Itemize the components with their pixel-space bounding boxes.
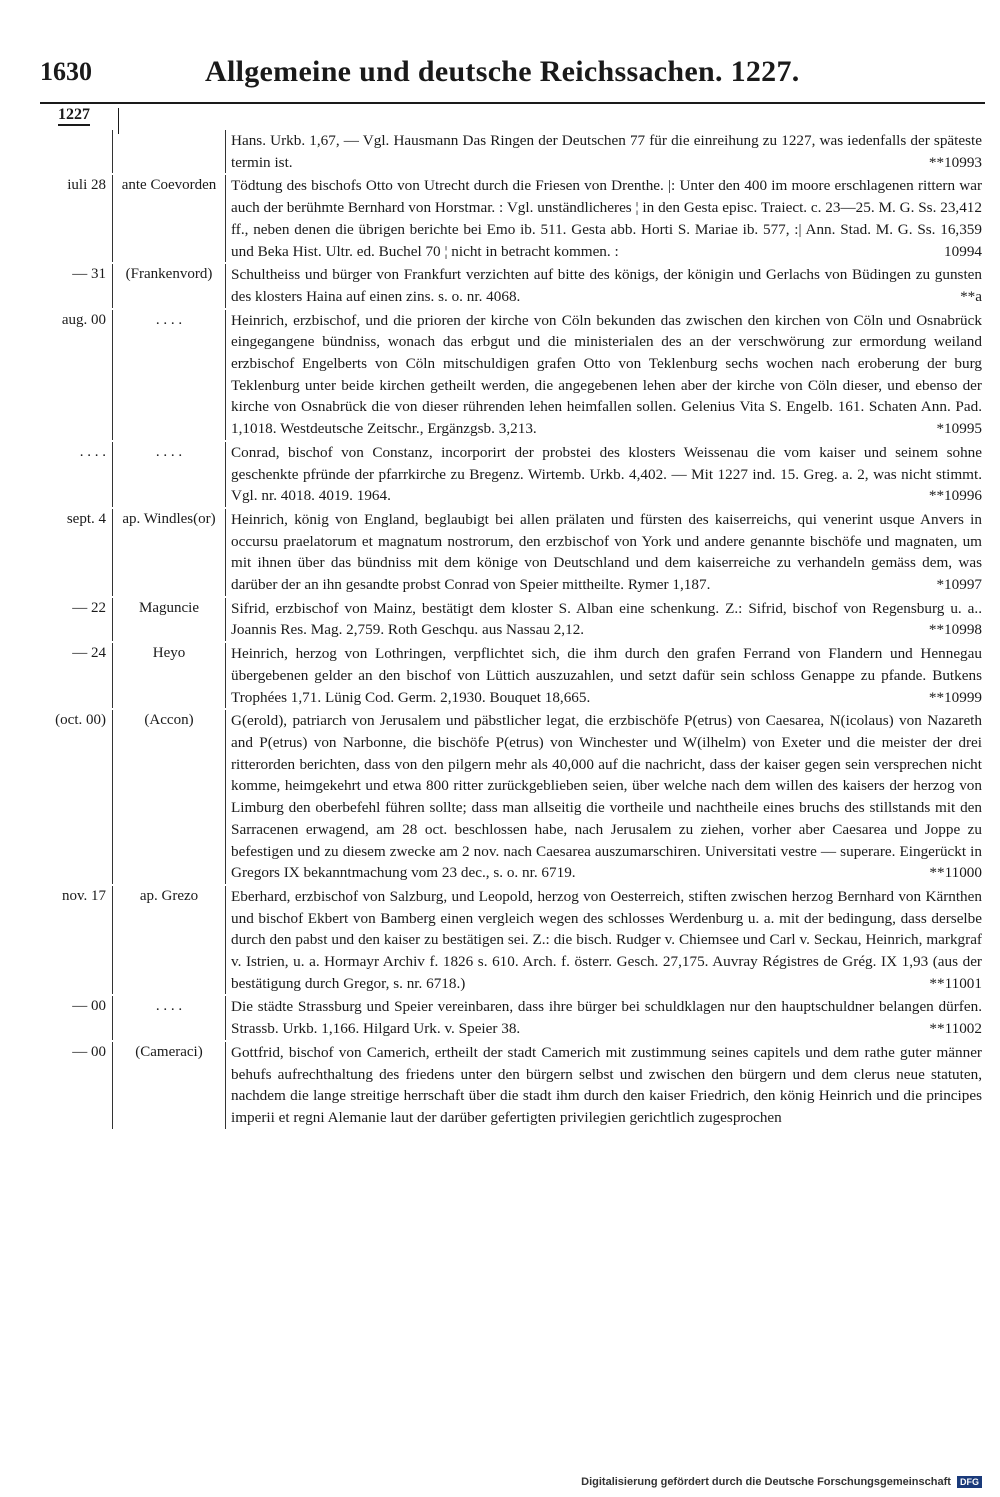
entry-text bbox=[226, 710, 982, 884]
dfg-logo: DFG bbox=[957, 1476, 982, 1488]
entry-body: Sifrid, erzbischof von Mainz, bestätigt dem kloster S. Alban eine schenkung. Z.: Sifrid, bischof von Regensburg u. a.. Joannis Res. Mag. 2,759. Roth Geschqu. aus Nassau 2,12. bbox=[231, 599, 982, 639]
entry-date: aug. 00 bbox=[61, 311, 106, 328]
entry-place: (Cameraci) bbox=[112, 1042, 226, 1129]
list-item bbox=[0, 598, 1000, 641]
list-item bbox=[0, 643, 1000, 708]
page-header bbox=[0, 55, 1000, 97]
entry-text bbox=[226, 886, 982, 995]
entry-place bbox=[112, 130, 226, 173]
entry-body: Heinrich, erzbischof, und die prioren der kirche von Cöln bekunden das zwischen den kirchen von Cöln und Osnabrück eingegangene bündniss, wonach das erbgut und die ministerialen des an der verschwörung zur ermordung weiland erzbischof Engelberts von Cöln mitschuldigen grafen Otto von Teklenburg sechs wochen nach eroberung der burg Teklenburg unter beide kirchen getheilt werden, die angegebenen lehen aber der kirche von Cöln dieser, und ebenso der kirche von Osnabrück die von dieser rührenden lehen heimfallen sollen. Gelenius Vita S. Engelb. 161. Schaten Ann. Pad. 1,1018. Westdeutsche Zeitschr., Ergänzgsb. 3,213. bbox=[231, 311, 982, 438]
list-item bbox=[0, 886, 1000, 995]
list-item bbox=[0, 996, 1000, 1039]
list-item bbox=[0, 710, 1000, 884]
entry-number: **10999 bbox=[928, 688, 982, 706]
entry-place: . . . . bbox=[112, 310, 226, 440]
entry-body: Heinrich, herzog von Lothringen, verpflichtet sich, die ihm durch den grafen Ferrand von Flandern und Hennegau übergebenen gelder an den bischof von Lüttich auszuzahlen, und setzt dafür sein schloss Genappe zu pfande. Butkens Trophées 1,71. Lünig Cod. Germ. 2,1930. Bouquet 18,665. bbox=[231, 645, 982, 706]
list-item bbox=[0, 175, 1000, 262]
entry-body: Conrad, bischof von Constanz, incorporirt der probstei des klosters Weissenau die vom kaiser und seinem sohne geschenkte pfründe der pfarrkirche zu Bregenz. Wirtemb. Urkb. 4,402. — Mit 1227 ind. 15. Greg. a. 2, was nicht stimmt. Vgl. nr. 4018. 4019. 1964. bbox=[231, 443, 982, 505]
entry-date: — 31 bbox=[72, 266, 106, 283]
entry-date: nov. 17 bbox=[61, 887, 106, 904]
entry-place: ap. Windles(or) bbox=[112, 509, 226, 596]
entry-date: (oct. 00) bbox=[55, 712, 106, 729]
list-item bbox=[0, 130, 1000, 173]
entry-number: **10993 bbox=[928, 153, 982, 171]
entry-place: (Frankenvord) bbox=[112, 264, 226, 307]
entry-text bbox=[226, 996, 982, 1039]
year-tag: 1227 bbox=[58, 106, 90, 126]
entry-text bbox=[226, 442, 982, 507]
entry-date: — 24 bbox=[72, 645, 106, 662]
entry-text bbox=[226, 1042, 982, 1129]
entry-body: Eberhard, erzbischof von Salzburg, und Leopold, herzog von Oesterreich, stiften zwischen herzog Bernhard von Kärnthen und bischof Ekbert von Bamberg einen vergleich wegen des schlosses Werdenburg u. a. mit der bedingung, dass derselbe durch den pabst und den kaiser zu bestätigen sei. Z.: die bisch. Rudger v. Chiemsee und Carl v. Seckau, Heinrich, markgraf v. Istrien, u. a. Hormayr Archiv f. 1826 s. 610. Arch. f. österr. Gesch. 27,175. Auvray Régistres de Grég. IX 1,93 (aus der bestätigung durch Gregor, s. nr. 6718.) bbox=[231, 887, 982, 992]
entry-text bbox=[226, 509, 982, 596]
entry-date: — 00 bbox=[72, 998, 106, 1015]
entry-number: **10998 bbox=[928, 621, 982, 639]
entry-number: **11002 bbox=[929, 1020, 982, 1038]
entry-text bbox=[226, 175, 982, 262]
list-item bbox=[0, 1042, 1000, 1129]
entry-body: Gottfrid, bischof von Camerich, ertheilt der stadt Camerich mit zustimmung seines capitels und dem rathe guter männer behufs aufrechthaltung des friedens unter den bürgern selbst und zwischen den bürgern und dem clerus neue statuten, nachdem die lange streitige herrschaft über die stadt ihm durch den kaiser Friedrich, den könig Heinrich und die principes imperii et regni Alemanie laut der darüber gefertigten privilegien gerichtlich zugesprochen bbox=[231, 1043, 982, 1126]
entry-place: Maguncie bbox=[112, 598, 226, 641]
entry-number: **11001 bbox=[929, 974, 982, 992]
entry-body: Tödtung des bischofs Otto von Utrecht durch die Friesen von Drenthe. |: Unter den 400 im moore erschlagenen rittern war auch der berühmte Bernhard von Horstmar. : Vgl. unständlicheres ¦ in den Gesta episc. Traiect. c. 23—25. M. G. Ss. 23,412 ff., neben denen die übrigen berichte bei Emo ib. 511. Gesta abb. Horti S. Mariae ib. 577, :| Ann. Stad. M. G. Ss. 16,359 und Beka Hist. Ultr. ed. Buchel 70 ¦ nicht in betracht kommen. : bbox=[231, 177, 982, 260]
entry-text bbox=[226, 310, 982, 440]
entry-date: iuli 28 bbox=[67, 177, 106, 194]
list-item bbox=[0, 509, 1000, 596]
entry-date: — 22 bbox=[72, 599, 106, 616]
list-item bbox=[0, 442, 1000, 507]
entry-place: . . . . bbox=[112, 996, 226, 1039]
entry-number: **a bbox=[960, 287, 982, 305]
entry-number: **10996 bbox=[928, 487, 982, 505]
entry-place: ante Coevorden bbox=[112, 175, 226, 262]
entry-place: Heyo bbox=[112, 643, 226, 708]
entry-body: Heinrich, könig von England, beglaubigt bei allen prälaten und fürsten des kaiserreichs, qui venerint usque Anvers in occursu praelatorum et magnatum nostrorum, den erzbischof von York und andere genannte bischöfe und magnaten, um mit ihnen über das bündniss mit dem könige von Deutschland und dem kaiserreiche zu verhandeln gemäss dem, was darüber der an ihn gesandte probst Conrad von Speier mittheilte. Rymer 1,187. bbox=[231, 510, 982, 594]
list-item bbox=[0, 264, 1000, 307]
page-number: 1630 bbox=[40, 57, 92, 86]
header-rule bbox=[40, 102, 985, 104]
entry-date: sept. 4 bbox=[66, 510, 106, 527]
entry-body: Schultheiss und bürger von Frankfurt verzichten auf bitte des königs, der königin und Gerlachs von Büdingen zu gunsten des klosters Haina auf einen zins. s. o. nr. 4068. bbox=[231, 266, 982, 305]
entry-number: *10995 bbox=[936, 420, 982, 438]
entry-place: . . . . bbox=[112, 442, 226, 507]
entry-date bbox=[0, 130, 112, 173]
entry-body: G(erold), patriarch von Jerusalem und päbstlicher legat, die erzbischöfe P(etrus) von Caesarea, N(icolaus) von Nazareth and P(etrus) von Narbonne, die bischöfe P(etrus) von Winchester und W(ilhelm) von Exeter und die meister der drei ritterorden berichten, dass von den pilgern mehr als 40,000 auf die nachricht, dass der kaiser gegen sein versprechen nicht komme, heimgekehrt und etwa 800 ritter zurückgeblieben seien, über welche nach dem willen des kaisers der herzog von Limburg den oberbefehl führen sollte; dass man allseitig die vortheile und nachtheile eines bruchs des stillstands mit den Sarracenen erwagend, am 28 oct. beschlossen habe, nach Jerusalem zu ziehen, vorher aber Caesarea und Joppe zu befestigen und zu diesem zwecke am 2 nov. nach Caesarea auszumarschiren. Universitati vestre — superare. Eingerückt in Gregors IX bekanntmachung vom 23 dec., s. o. nr. 6719. bbox=[231, 712, 982, 882]
entry-number: *10997 bbox=[936, 576, 982, 594]
entry-number: 10994 bbox=[944, 242, 982, 260]
entry-number: **11000 bbox=[929, 864, 982, 882]
list-item bbox=[0, 310, 1000, 440]
entry-text bbox=[226, 643, 982, 708]
entry-list bbox=[0, 130, 1000, 1131]
entry-place: (Accon) bbox=[112, 710, 226, 884]
entry-text bbox=[226, 598, 982, 641]
entry-text bbox=[226, 264, 982, 307]
footer-credit-text: Digitalisierung gefördert durch die Deutsche Forschungsgemeinschaft bbox=[581, 1476, 951, 1488]
entry-text bbox=[226, 130, 982, 173]
entry-body: Hans. Urkb. 1,67, — Vgl. Hausmann Das Ringen der Deutschen 77 für die einreihung zu 1227, was iedenfalls der späteste termin ist. bbox=[231, 132, 982, 171]
entry-place: ap. Grezo bbox=[112, 886, 226, 995]
entry-date: . . . . bbox=[79, 443, 106, 460]
footer-credit bbox=[581, 1476, 982, 1488]
entry-date: — 00 bbox=[72, 1043, 106, 1060]
entry-body: Die städte Strassburg und Speier vereinbaren, dass ihre bürger bei schuldklagen nur den hauptschuldner belangen dürfen. Strassb. Urkb. 1,166. Hilgard Urk. v. Speier 38. bbox=[231, 998, 982, 1038]
page-title: Allgemeine und deutsche Reichssachen. 1227. bbox=[205, 55, 800, 88]
